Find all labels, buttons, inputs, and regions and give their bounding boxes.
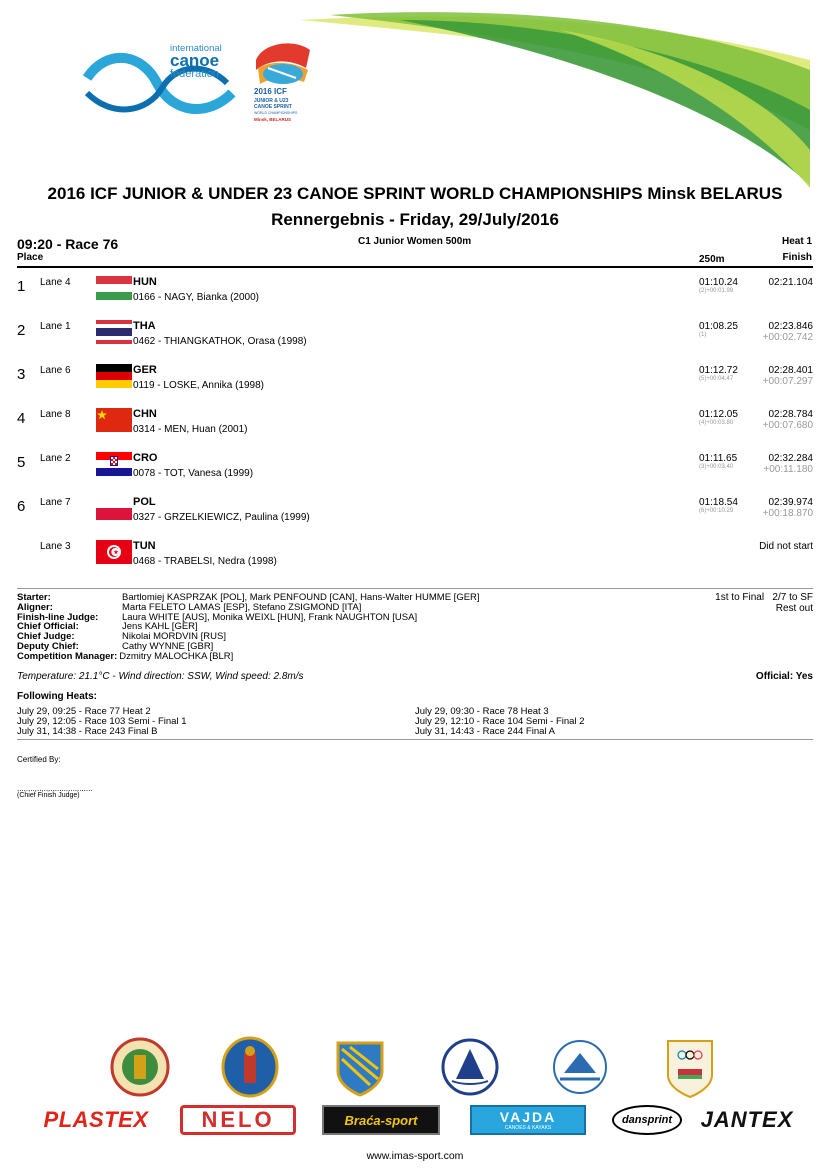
split-250m-rank: (1) [699, 332, 707, 338]
official-names: Nikolai MORDVIN [RUS] [122, 631, 226, 643]
lane-label: Lane 3 [40, 541, 71, 552]
nation-code: POL [133, 496, 156, 508]
signature-line: .................................. [17, 784, 93, 793]
place-number: 1 [17, 278, 26, 295]
split-250m: 01:08.25 [699, 321, 738, 332]
minsk-city-emblem-icon [220, 1035, 280, 1099]
official-role: Competition Manager: [17, 650, 118, 662]
column-header-250m: 250m [699, 254, 725, 265]
place-number: 2 [17, 322, 26, 339]
athlete-name: 0462 - THIANGKATHOK, Orasa (1998) [133, 336, 307, 347]
nation-code: CHN [133, 408, 157, 420]
icf-logo-text-3: federation [170, 68, 219, 80]
results-divider [17, 588, 813, 589]
split-250m-rank: (5)+00:04.47 [699, 376, 734, 382]
sponsor-plastex-logo: PLASTEX [43, 1107, 149, 1132]
following-heat-item: July 29, 09:30 - Race 78 Heat 3 [415, 706, 549, 717]
split-250m-rank: (2)+00:01.99 [699, 288, 734, 294]
official-role: Aligner: [17, 601, 53, 613]
result-row [0, 540, 830, 584]
finish-behind: +00:07.297 [762, 376, 813, 387]
finish-time: 02:21.104 [768, 277, 813, 288]
official-role: Chief Judge: [17, 631, 75, 643]
athlete-name: 0078 - TOT, Vanesa (1999) [133, 468, 254, 479]
footer-website: www.imas-sport.com [366, 1150, 464, 1162]
official-role: Deputy Chief: [17, 640, 79, 652]
athlete-name: 0314 - MEN, Huan (2001) [133, 424, 248, 435]
official-names: Bartlomiej KASPRZAK [POL], Mark PENFOUND [CAN], Hans-Walter HUMME [GER] [122, 592, 480, 603]
following-heat-item: July 29, 12:10 - Race 104 Semi - Final 2 [415, 715, 585, 727]
split-250m: 01:18.54 [699, 497, 738, 508]
nation-code: CRO [133, 452, 158, 464]
following-heat-item: July 31, 14:43 - Race 244 Final A [415, 725, 555, 737]
official-row [17, 632, 480, 642]
svg-text:Minsk, BELARUS: Minsk, BELARUS [254, 117, 292, 122]
sponsor-braca-sport-logo: Braća-sport [322, 1105, 440, 1135]
finish-time: 02:28.401 [768, 365, 813, 376]
official-role: Starter: [17, 592, 51, 603]
finish-time: 02:28.784 [768, 409, 813, 420]
official-role: Finish-line Judge: [17, 611, 99, 623]
sponsor-dansprint-logo: dansprint [612, 1105, 682, 1135]
lane-label: Lane 4 [40, 277, 71, 288]
finish-time: 02:23.846 [768, 321, 813, 332]
place-number: 3 [17, 366, 26, 383]
finish-time: 02:39.974 [768, 497, 813, 508]
nation-code: TUN [133, 540, 156, 552]
icf-logo-text-2: canoe [170, 51, 220, 70]
athlete-name: 0468 - TRABELSI, Nedra (1998) [133, 556, 277, 567]
lane-label: Lane 2 [40, 453, 71, 464]
progression-line-1: 1st to Final 2/7 to SF [715, 592, 813, 603]
olympic-committee-belarus-emblem-icon [660, 1035, 720, 1099]
place-number: 4 [17, 410, 26, 427]
header-divider [17, 266, 813, 268]
column-header-finish: Finish [782, 252, 812, 263]
athlete-name: 0166 - NAGY, Bianka (2000) [133, 292, 260, 303]
sponsor-jantex-logo: JANTEX [700, 1107, 794, 1132]
split-250m: 01:10.24 [699, 277, 738, 288]
certified-by-label: Certified By: [17, 755, 61, 764]
svg-text:2016 ICF: 2016 ICF [254, 87, 287, 96]
following-divider [17, 739, 813, 740]
icf-logo-text-1: international [170, 43, 222, 54]
official-names: Dzmitry MALOCHKA [BLR] [119, 650, 234, 662]
thailand-flag-icon [96, 320, 132, 344]
championship-title: 2016 ICF JUNIOR & UNDER 23 CANOE SPRINT WORLD CHAMPIONSHIPS Minsk BELARUS [47, 184, 783, 203]
following-heat-item: July 29, 12:05 - Race 103 Semi - Final 1 [17, 715, 187, 727]
vajda-wordmark: VAJDA [499, 1109, 557, 1125]
finish-behind: +00:11.180 [763, 464, 813, 475]
following-heats-title: Following Heats: [17, 691, 97, 702]
finish-behind: +00:02.742 [762, 332, 813, 343]
official-row [17, 622, 480, 632]
result-row [0, 364, 830, 408]
following-heat-item: July 29, 09:25 - Race 77 Heat 2 [17, 706, 151, 717]
nation-code: THA [133, 320, 156, 332]
lane-label: Lane 1 [40, 321, 71, 332]
sponsor-area [30, 1005, 810, 1145]
poland-flag-icon [96, 496, 132, 520]
split-250m-rank: (4)+00:03.80 [699, 420, 734, 426]
athlete-name: 0327 - GRZELKIEWICZ, Paulina (1999) [133, 512, 310, 523]
finish-status: Did not start [759, 541, 813, 552]
result-row [0, 496, 830, 540]
weather-conditions: Temperature: 21.1°C - Wind direction: SSW, Wind speed: 2.8m/s [17, 671, 304, 682]
result-row [0, 320, 830, 364]
heat-label: Heat 1 [781, 236, 812, 247]
result-row [0, 452, 830, 496]
nation-code: GER [133, 364, 157, 376]
icf-logo [82, 38, 242, 128]
canoe-federation-belarus-emblem-icon [440, 1035, 500, 1099]
sports-ministry-emblem-icon [550, 1035, 610, 1099]
svg-text:WORLD CHAMPIONSHIPS: WORLD CHAMPIONSHIPS [254, 111, 298, 115]
germany-flag-icon [96, 364, 132, 388]
lane-label: Lane 6 [40, 365, 71, 376]
official-names: Laura WHITE [AUS], Monika WEIXL [HUN], Frank NAUGHTON [USA] [122, 611, 418, 623]
split-250m-rank: (3)+00:03.40 [699, 464, 734, 470]
sponsor-nelo-logo: NELO [180, 1105, 296, 1135]
progression-line-2: Rest out [775, 602, 813, 614]
sponsor-vajda-logo [470, 1105, 586, 1135]
icf-wave-icon [82, 38, 242, 128]
progression-rules [715, 593, 813, 614]
championship-logo [248, 38, 318, 133]
official-row [17, 613, 480, 623]
finish-time: 02:32.284 [768, 453, 813, 464]
official-status: Official: Yes [755, 671, 813, 682]
split-250m: 01:12.05 [699, 409, 738, 420]
race-time-label: 09:20 - Race 76 [17, 236, 119, 252]
signature-role: (Chief Finish Judge) [17, 792, 80, 799]
china-flag-icon [96, 408, 132, 432]
official-names: Cathy WYNNE [GBR] [122, 640, 214, 652]
event-name: C1 Junior Women 500m [358, 236, 472, 247]
results-subtitle: Rennergebnis - Friday, 29/July/2016 [271, 210, 559, 229]
result-row [0, 276, 830, 320]
tunisia-flag-icon [96, 540, 132, 564]
official-names: Jens KAHL [GER] [122, 621, 198, 633]
lane-label: Lane 7 [40, 497, 71, 508]
croatia-flag-icon [96, 452, 132, 476]
split-250m: 01:12.72 [699, 365, 738, 376]
athlete-name: 0119 - LOSKE, Annika (1998) [133, 380, 265, 391]
minsk-region-emblem-icon [110, 1035, 170, 1099]
split-250m: 01:11.65 [699, 453, 738, 464]
lane-label: Lane 8 [40, 409, 71, 420]
official-role: Chief Official: [17, 621, 79, 633]
result-row [0, 408, 830, 452]
officials-list [17, 593, 480, 662]
following-heats-left [17, 707, 187, 736]
following-heats-right [415, 707, 585, 736]
split-250m-rank: (6)+00:10.29 [699, 508, 734, 514]
svg-text:JUNIOR & U23: JUNIOR & U23 [254, 98, 289, 104]
place-number: 6 [17, 498, 26, 515]
nation-code: HUN [133, 276, 157, 288]
hungary-flag-icon [96, 276, 132, 300]
finish-behind: +00:18.870 [762, 508, 813, 519]
following-heat-item: July 31, 14:38 - Race 243 Final B [17, 725, 158, 737]
column-header-place: Place [17, 252, 44, 263]
official-names: Marta FELETO LAMAS [ESP], Stefano ZSIGMOND [ITA] [122, 601, 362, 613]
vajda-tagline: CANOES & KAYAKS [504, 1125, 552, 1131]
place-number: 5 [17, 454, 26, 471]
svg-text:CANOE SPRINT: CANOE SPRINT [254, 104, 292, 110]
district-coat-of-arms-icon [330, 1035, 390, 1099]
official-row [17, 652, 480, 662]
finish-behind: +00:07.680 [762, 420, 813, 431]
